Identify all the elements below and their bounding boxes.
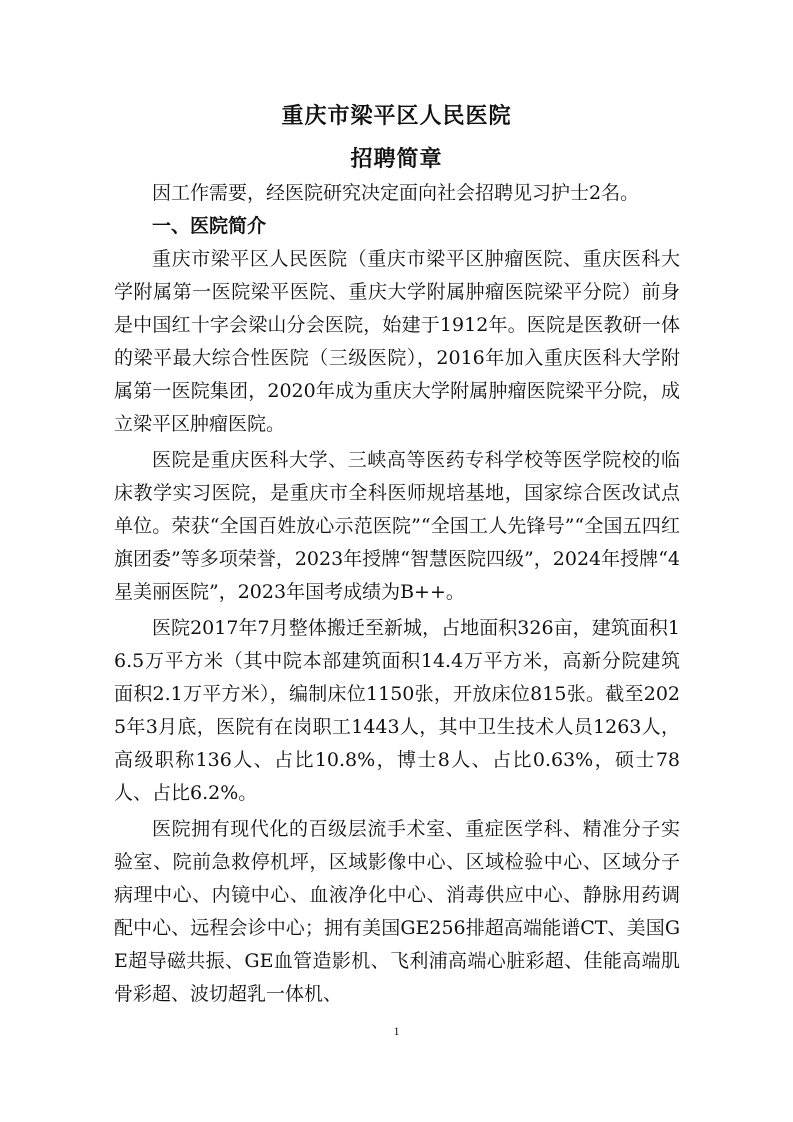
- document-title: 重庆市梁平区人民医院: [281, 104, 512, 129]
- document-body: [114, 177, 680, 1014]
- page-number: 1: [393, 1024, 400, 1038]
- intro-paragraph: 因工作需要，经医院研究决定面向社会招聘见习护士2名。: [152, 182, 640, 204]
- paragraph-equipment: 医院拥有现代化的百级层流手术室、重症医学科、精准分子实验室、院前急救停机坪，区域影像中心、区域检验中心、区域分子病理中心、内镜中心、血液净化中心、消毒供应中心、静脉用药调配中心、远程会诊中心；拥有美国GE256排超高端能谱CT、美国GE超导磁共振、GE血管造影机、飞利浦高端心脏彩超、佳能高端肌骨彩超、波切超乳一体机、: [114, 818, 680, 1005]
- paragraph-history: 重庆市梁平区人民医院（重庆市梁平区肿瘤医院、重庆医科大学附属第一医院梁平医院、重庆大学附属肿瘤医院梁平分院）前身是中国红十字会梁山分会医院，始建于1912年。医院是医教研一体的梁平最大综合性医院（三级医院），2016年加入重庆医科大学附属第一医院集团，2020年成为重庆大学附属肿瘤医院梁平分院，成立梁平区肿瘤医院。: [114, 248, 680, 435]
- section-heading-hospital-intro: 一、医院简介: [152, 215, 267, 237]
- paragraph-honors: 医院是重庆医科大学、三峡高等医药专科学校等医学院校的临床教学实习医院，是重庆市全科医师规培基地，国家综合医改试点单位。荣获“全国百姓放心示范医院”“全国工人先锋号”“全国五四红旗团委”等多项荣誉，2023年授牌“智慧医院四级”，2024年授牌“4星美丽医院”，2023年国考成绩为B++。: [114, 449, 680, 603]
- document-subtitle: 招聘简章: [350, 147, 443, 172]
- paragraph-scale: 医院2017年7月整体搬迁至新城，占地面积326亩，建筑面积16.5万平方米（其中院本部建筑面积14.4万平方米，高新分院建筑面积2.1万平方米），编制床位1150张，开放床位815张。截至2025年3月底，医院有在岗职工1443人，其中卫生技术人员1263人，高级职称136人、占比10.8%，博士8人、占比0.63%，硕士78人、占比6.2%。: [114, 617, 680, 804]
